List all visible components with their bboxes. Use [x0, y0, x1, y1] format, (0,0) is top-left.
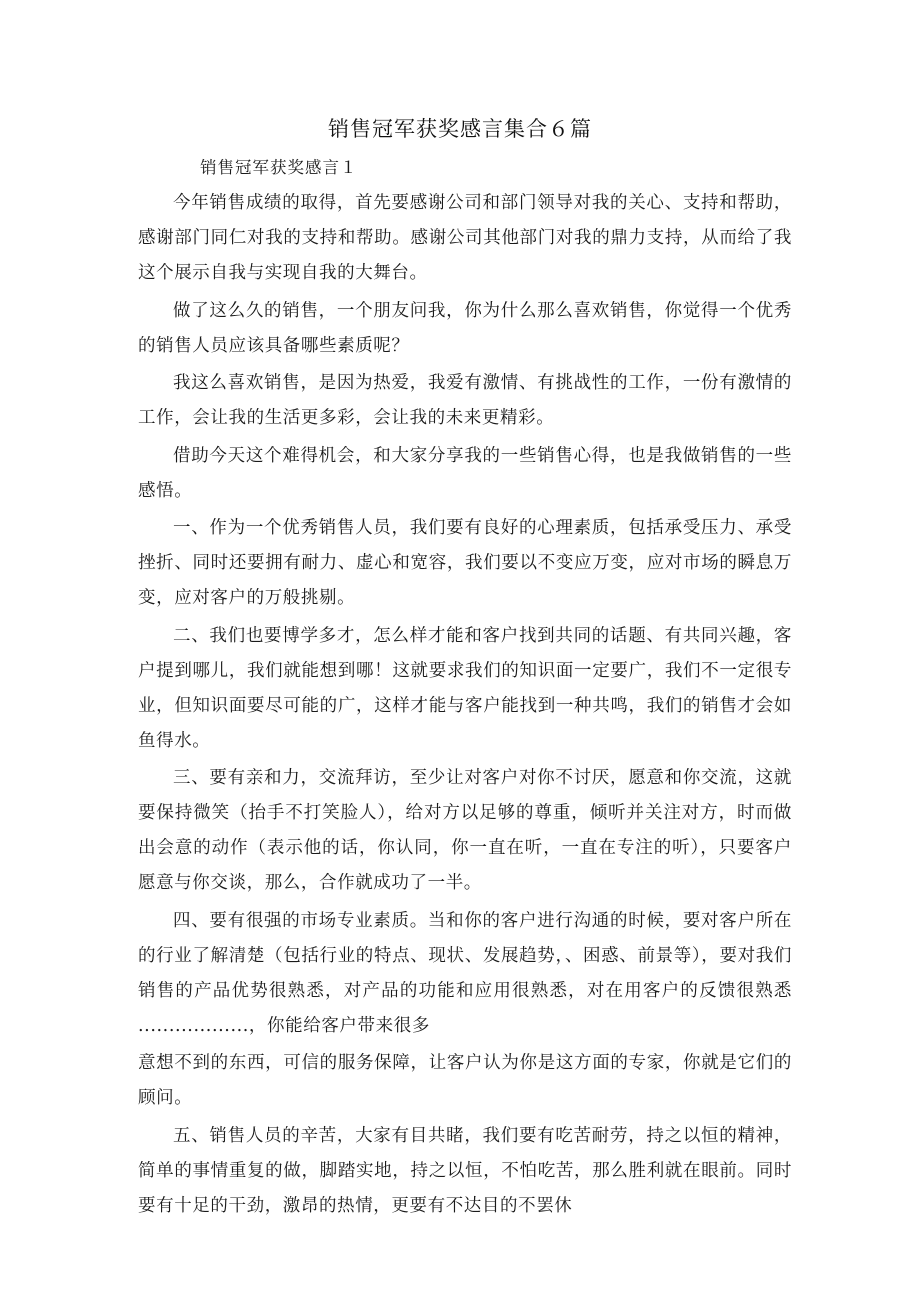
- paragraph: 二、我们也要博学多才，怎么样才能和客户找到共同的话题、有共同兴趣，客户提到哪儿，我们就能想到哪！这就要求我们的知识面一定要广，我们不一定很专业，但知识面要尽可能的广，这样才能与客户能找到一种共鸣，我们的销售才会如鱼得水。: [138, 625, 792, 751]
- document-body: [138, 186, 792, 1226]
- section-heading: 销售冠军获奖感言１: [200, 158, 358, 177]
- paragraph: 意想不到的东西，可信的服务保障，让客户认为你是这方面的专家，你就是它们的顾问。: [138, 1053, 792, 1108]
- paragraph: 一、作为一个优秀销售人员，我们要有良好的心理素质，包括承受压力、承受挫折、同时还要拥有耐力、虚心和宽容，我们要以不变应万变，应对市场的瞬息万变，应对客户的万般挑剔。: [138, 518, 792, 608]
- paragraph: 五、销售人员的辛苦，大家有目共睹，我们要有吃苦耐劳，持之以恒的精神，简单的事情重复的做，脚踏实地，持之以恒，不怕吃苦，那么胜利就在眼前。同时要有十足的干劲，激昂的热情，更要有不达目的不罢休: [138, 1125, 792, 1216]
- paragraph: 三、要有亲和力，交流拜访，至少让对客户对你不讨厌，愿意和你交流，这就要保持微笑（抬手不打笑脸人），给对方以足够的尊重，倾听并关注对方，时而做出会意的动作（表示他的话，你认同，你一直在听，一直在专注的听），只要客户愿意与你交谈，那么，合作就成功了一半。: [138, 768, 792, 893]
- paragraph: 四、要有很强的市场专业素质。当和你的客户进行沟通的时候，要对客户所在的行业了解清楚（包括行业的特点、现状、发展趋势，、困惑、前景等），要对我们销售的产品优势很熟悉，对产品的功能和应用很熟悉，对在用客户的反馈很熟悉 ..................，你能给客户带来很多: [138, 910, 792, 1036]
- paragraph: 今年销售成绩的取得，首先要感谢公司和部门领导对我的关心、支持和帮助，感谢部门同仁对我的支持和帮助。感谢公司其他部门对我的鼎力支持，从而给了我这个展示自我与实现自我的大舞台。: [138, 193, 792, 283]
- paragraph: 借助今天这个难得机会，和大家分享我的一些销售心得，也是我做销售的一些感悟。: [138, 445, 792, 501]
- document-title: 销售冠军获奖感言集合６篇: [328, 117, 592, 141]
- paragraph: 我这么喜欢销售，是因为热爱，我爱有激情、有挑战性的工作，一份有激情的工作，会让我的生活更多彩，会让我的未来更精彩。: [138, 373, 792, 428]
- paragraph: 做了这么久的销售，一个朋友问我，你为什么那么喜欢销售，你觉得一个优秀的销售人员应该具备哪些素质呢？: [138, 300, 792, 356]
